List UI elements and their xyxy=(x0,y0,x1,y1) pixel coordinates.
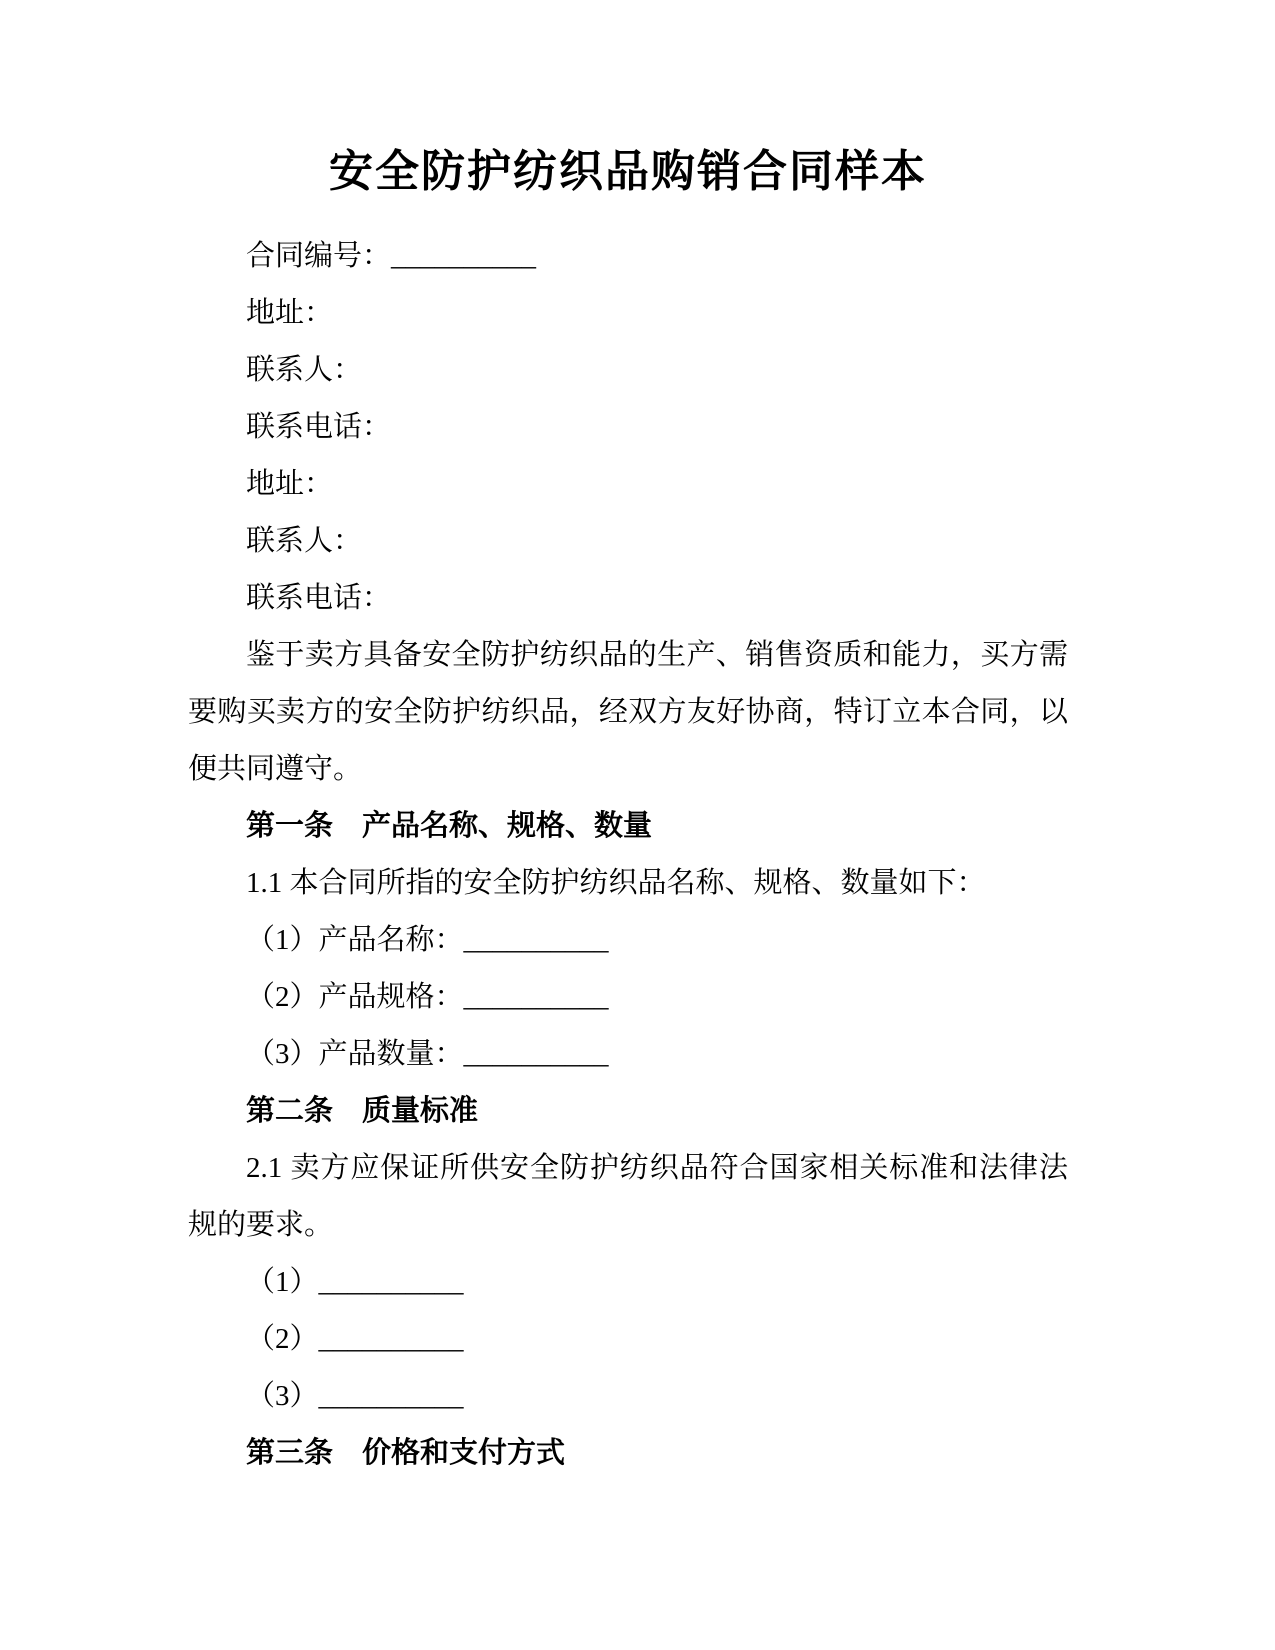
preamble-line-1: 鉴于卖方具备安全防护纺织品的生产、销售资质和能力，买方需 xyxy=(246,639,1068,671)
clause-2-1-line-1: 2.1 卖方应保证所供安全防护纺织品符合国家相关标准和法律法 xyxy=(246,1152,1068,1184)
article-3-heading: 第三条 价格和支付方式 xyxy=(246,1437,566,1469)
article-1-heading: 第一条 产品名称、规格、数量 xyxy=(246,810,653,842)
clause-2-1-line-2: 规的要求。 xyxy=(188,1209,334,1241)
address-line-2: 地址： xyxy=(246,468,334,500)
product-quantity-line: （3）产品数量：__________ xyxy=(246,1038,609,1070)
contact-phone-line-1: 联系电话： xyxy=(246,411,392,443)
quality-item-1-line: （1）__________ xyxy=(246,1266,464,1298)
address-line-1: 地址： xyxy=(246,297,334,329)
product-name-line: （1）产品名称：__________ xyxy=(246,924,609,956)
contract-number-line: 合同编号：__________ xyxy=(246,240,537,272)
document-title: 安全防护纺织品购销合同样本 xyxy=(329,147,927,196)
quality-item-2-line: （2）__________ xyxy=(246,1323,464,1355)
quality-item-3-line: （3）__________ xyxy=(246,1380,464,1412)
contact-phone-line-2: 联系电话： xyxy=(246,582,392,614)
document-body xyxy=(188,228,1068,1482)
preamble-line-2: 要购买卖方的安全防护纺织品，经双方友好协商，特订立本合同，以 xyxy=(188,696,1068,728)
article-2-heading: 第二条 质量标准 xyxy=(246,1095,479,1127)
clause-1-1-line: 1.1 本合同所指的安全防护纺织品名称、规格、数量如下： xyxy=(246,867,986,899)
product-spec-line: （2）产品规格：__________ xyxy=(246,981,609,1013)
contact-person-line-1: 联系人： xyxy=(246,354,363,386)
contact-person-line-2: 联系人： xyxy=(246,525,363,557)
preamble-line-3: 便共同遵守。 xyxy=(188,753,363,785)
